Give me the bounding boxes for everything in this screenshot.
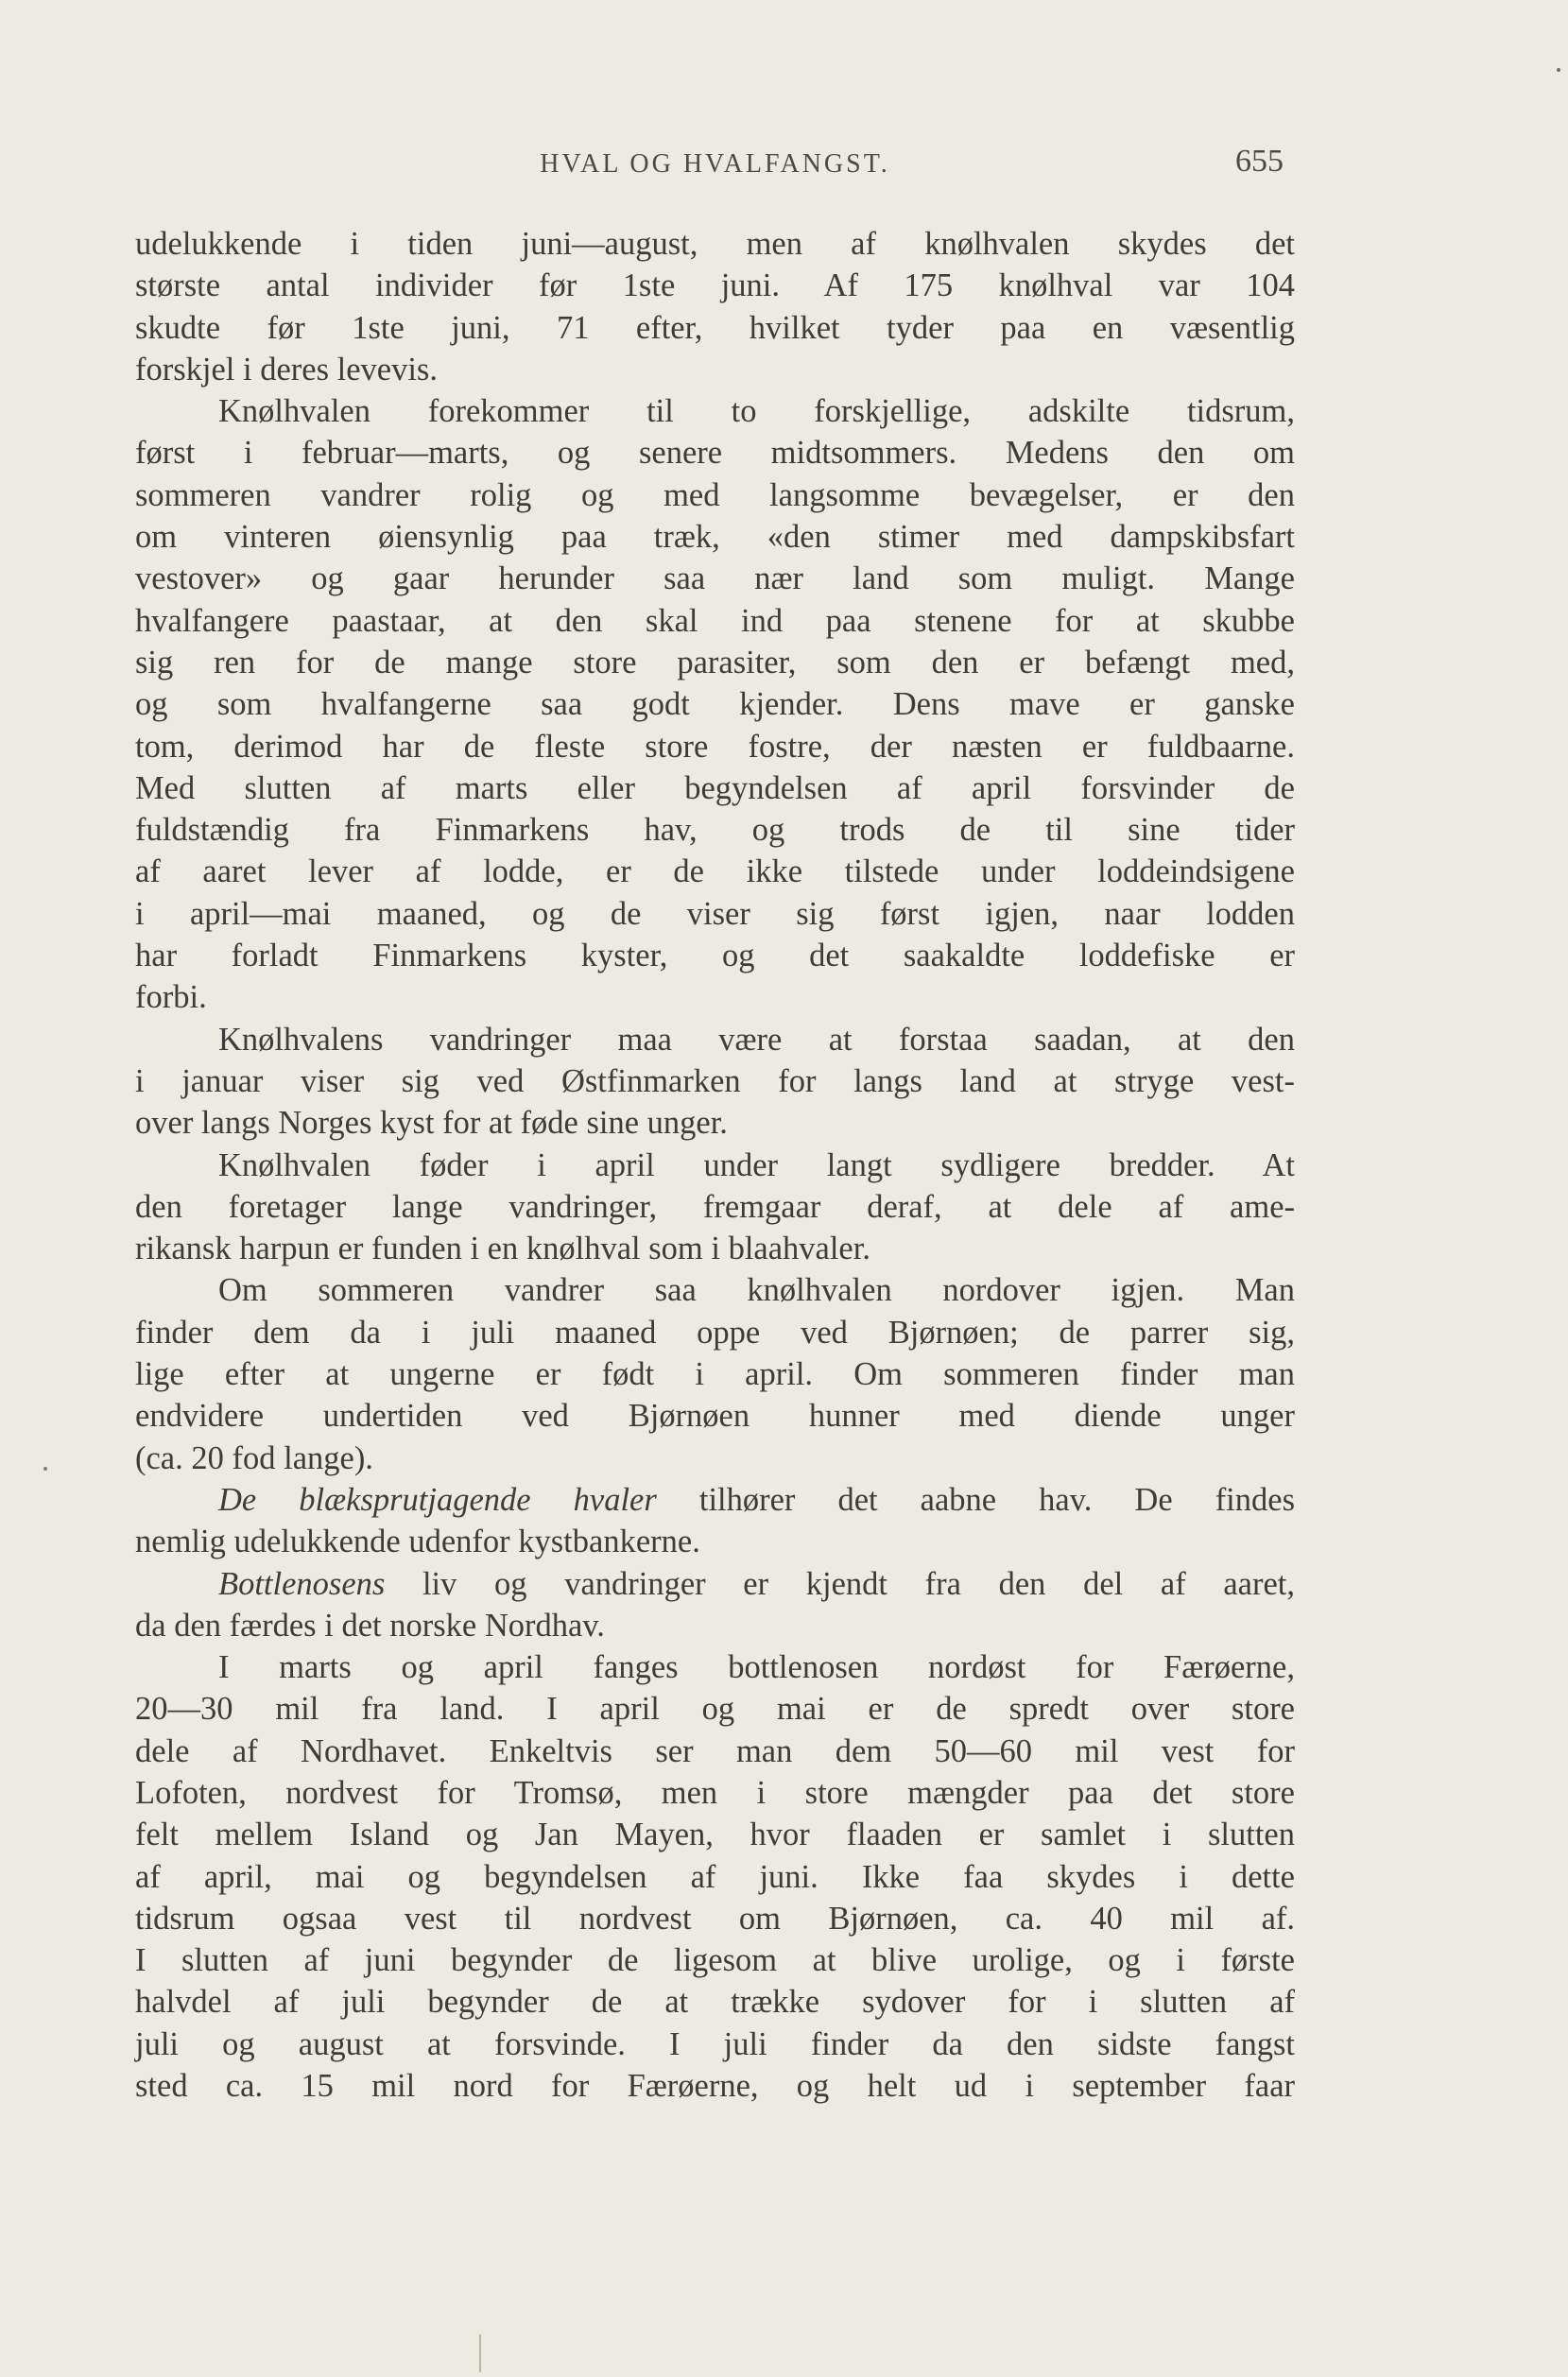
line-text: tilhører det aabne hav. De findes xyxy=(656,1481,1296,1518)
text-line xyxy=(135,1939,1295,1981)
text-line xyxy=(135,1731,1295,1772)
line-text: af april, mai og begyndelsen af juni. Ikke faa skydes i dette xyxy=(135,1858,1295,1895)
text-line xyxy=(135,558,1295,599)
line-text: I marts og april fanges bottlenosen nordøst for Færøerne, xyxy=(218,1649,1295,1686)
line-text: tom, derimod har de fleste store fostre, der næsten er fuldbaarne. xyxy=(135,728,1295,765)
line-text: endvidere undertiden ved Bjørnøen hunner med diende unger xyxy=(135,1398,1295,1435)
line-text: sig ren for de mange store parasiter, som den er befængt med, xyxy=(135,644,1295,680)
line-text: i januar viser sig ved Østfinmarken for langs land at stryge vest- xyxy=(135,1062,1295,1099)
line-text: felt mellem Island og Jan Mayen, hvor flaaden er samlet i slutten xyxy=(135,1817,1295,1853)
text-line xyxy=(135,1312,1295,1353)
text-line xyxy=(135,1688,1295,1730)
text-line xyxy=(135,600,1295,642)
text-line xyxy=(135,1438,1295,1479)
line-text: Knølhvalen føder i april under langt sydligere bredder. At xyxy=(218,1146,1295,1183)
text-line xyxy=(135,683,1295,725)
running-title: HVAL OG HVALFANGST. xyxy=(540,149,890,179)
text-line xyxy=(135,2065,1295,2107)
text-line xyxy=(135,1898,1295,1939)
line-text: hvalfangere paastaar, at den skal ind paa stenene for at skubbe xyxy=(135,602,1295,639)
italic-term: Bottlenosens xyxy=(218,1565,386,1602)
line-text: (ca. 20 fod lange). xyxy=(135,1439,373,1476)
line-text: forbi. xyxy=(135,979,207,1016)
line-text: 20—30 mil fra land. I april og mai er de spredt over store xyxy=(135,1691,1295,1728)
line-text: Lofoten, nordvest for Tromsø, men i store mængder paa det store xyxy=(135,1774,1295,1811)
line-text: finder dem da i juli maaned oppe ved Bjørnøen; de parrer sig, xyxy=(135,1314,1295,1351)
text-line xyxy=(135,1060,1295,1102)
text-line xyxy=(135,2024,1295,2065)
line-text: tidsrum ogsaa vest til nordvest om Bjørnøen, ca. 40 mil af. xyxy=(135,1900,1295,1937)
text-line xyxy=(135,1856,1295,1898)
line-text: om vinteren øiensynlig paa træk, «den stimer med dampskibsfart xyxy=(135,519,1295,556)
line-text: fuldstændig fra Finmarkens hav, og trods de til sine tider xyxy=(135,812,1295,849)
running-header xyxy=(135,144,1295,191)
text-line xyxy=(135,642,1295,683)
line-text: den foretager lange vandringer, fremgaar deraf, at dele af ame- xyxy=(135,1188,1295,1225)
text-line xyxy=(135,1353,1295,1395)
line-text: af aaret lever af lodde, er de ikke tilstede under loddeindsigene xyxy=(135,853,1295,890)
text-line xyxy=(135,935,1295,976)
page-number: 655 xyxy=(1235,144,1284,179)
line-text: udelukkende i tiden juni—august, men af knølhvalen skydes det xyxy=(135,226,1295,262)
line-text: Knølhvalen forekommer til to forskjellige, adskilte tidsrum, xyxy=(218,393,1295,430)
line-text: liv og vandringer er kjendt fra den del af aaret, xyxy=(385,1565,1295,1602)
bottom-edge-mark xyxy=(479,2334,481,2372)
body-text xyxy=(135,223,1295,2107)
line-text: sommeren vandrer rolig og med langsomme bevægelser, er den xyxy=(135,476,1295,513)
text-line xyxy=(135,432,1295,474)
line-text: Knølhvalens vandringer maa være at forstaa saadan, at den xyxy=(218,1021,1295,1058)
line-text: Om sommeren vandrer saa knølhvalen nordover igjen. Man xyxy=(218,1272,1295,1309)
text-line xyxy=(135,893,1295,935)
line-text: halvdel af juli begynder de at trække sydover for i slutten af xyxy=(135,1984,1295,2021)
text-line xyxy=(135,1981,1295,2023)
text-line xyxy=(135,1479,1295,1521)
margin-dot xyxy=(43,1467,47,1471)
line-text: sted ca. 15 mil nord for Færøerne, og helt ud i september faar xyxy=(135,2068,1295,2105)
line-text: lige efter at ungerne er født i april. Om sommeren finder man xyxy=(135,1356,1295,1393)
line-text: først i februar—marts, og senere midtsommers. Medens den om xyxy=(135,435,1295,472)
text-line xyxy=(135,1186,1295,1228)
line-text: vestover» og gaar herunder saa nær land som muligt. Mange xyxy=(135,560,1295,597)
text-line xyxy=(135,1521,1295,1562)
text-line xyxy=(135,726,1295,767)
text-line xyxy=(135,307,1295,349)
line-text: over langs Norges kyst for at føde sine unger. xyxy=(135,1105,728,1142)
text-line xyxy=(135,767,1295,809)
line-text: og som hvalfangerne saa godt kjender. Dens mave er ganske xyxy=(135,686,1295,723)
line-text: har forladt Finmarkens kyster, og det saakaldte loddefiske er xyxy=(135,938,1295,974)
line-text: juli og august at forsvinde. I juli finder da den sidste fangst xyxy=(135,2025,1295,2062)
line-text: dele af Nordhavet. Enkeltvis ser man dem 50—60 mil vest for xyxy=(135,1732,1295,1769)
text-line xyxy=(135,1814,1295,1855)
text-line xyxy=(135,1019,1295,1060)
text-line xyxy=(135,474,1295,516)
line-text: største antal individer før 1ste juni. Af 175 knølhval var 104 xyxy=(135,267,1295,304)
text-line xyxy=(135,1563,1295,1605)
text-line xyxy=(135,1102,1295,1144)
line-text: i april—mai maaned, og de viser sig først igjen, naar lodden xyxy=(135,895,1295,932)
text-line xyxy=(135,1772,1295,1814)
text-line xyxy=(135,1605,1295,1646)
text-line xyxy=(135,1395,1295,1437)
line-text: forskjel i deres levevis. xyxy=(135,351,438,388)
text-line xyxy=(135,1646,1295,1688)
text-line xyxy=(135,516,1295,558)
line-text: rikansk harpun er funden i en knølhval som i blaahvaler. xyxy=(135,1231,870,1267)
text-line xyxy=(135,851,1295,892)
corner-mark xyxy=(1557,68,1560,72)
line-text: I slutten af juni begynder de ligesom at blive urolige, og i første xyxy=(135,1942,1295,1979)
text-line xyxy=(135,349,1295,390)
line-text: Med slutten af marts eller begyndelsen af april forsvinder de xyxy=(135,769,1295,806)
text-line xyxy=(135,1269,1295,1311)
text-line xyxy=(135,1145,1295,1186)
line-text: nemlig udelukkende udenfor kystbankerne. xyxy=(135,1524,700,1560)
line-text: skudte før 1ste juni, 71 efter, hvilket tyder paa en væsentlig xyxy=(135,309,1295,346)
text-line xyxy=(135,223,1295,265)
line-text: da den færdes i det norske Nordhav. xyxy=(135,1607,605,1644)
italic-term: De blæksprutjagende hvaler xyxy=(218,1481,657,1518)
text-line xyxy=(135,265,1295,306)
text-line xyxy=(135,809,1295,851)
text-line xyxy=(135,1228,1295,1269)
text-line xyxy=(135,390,1295,432)
text-line xyxy=(135,976,1295,1018)
